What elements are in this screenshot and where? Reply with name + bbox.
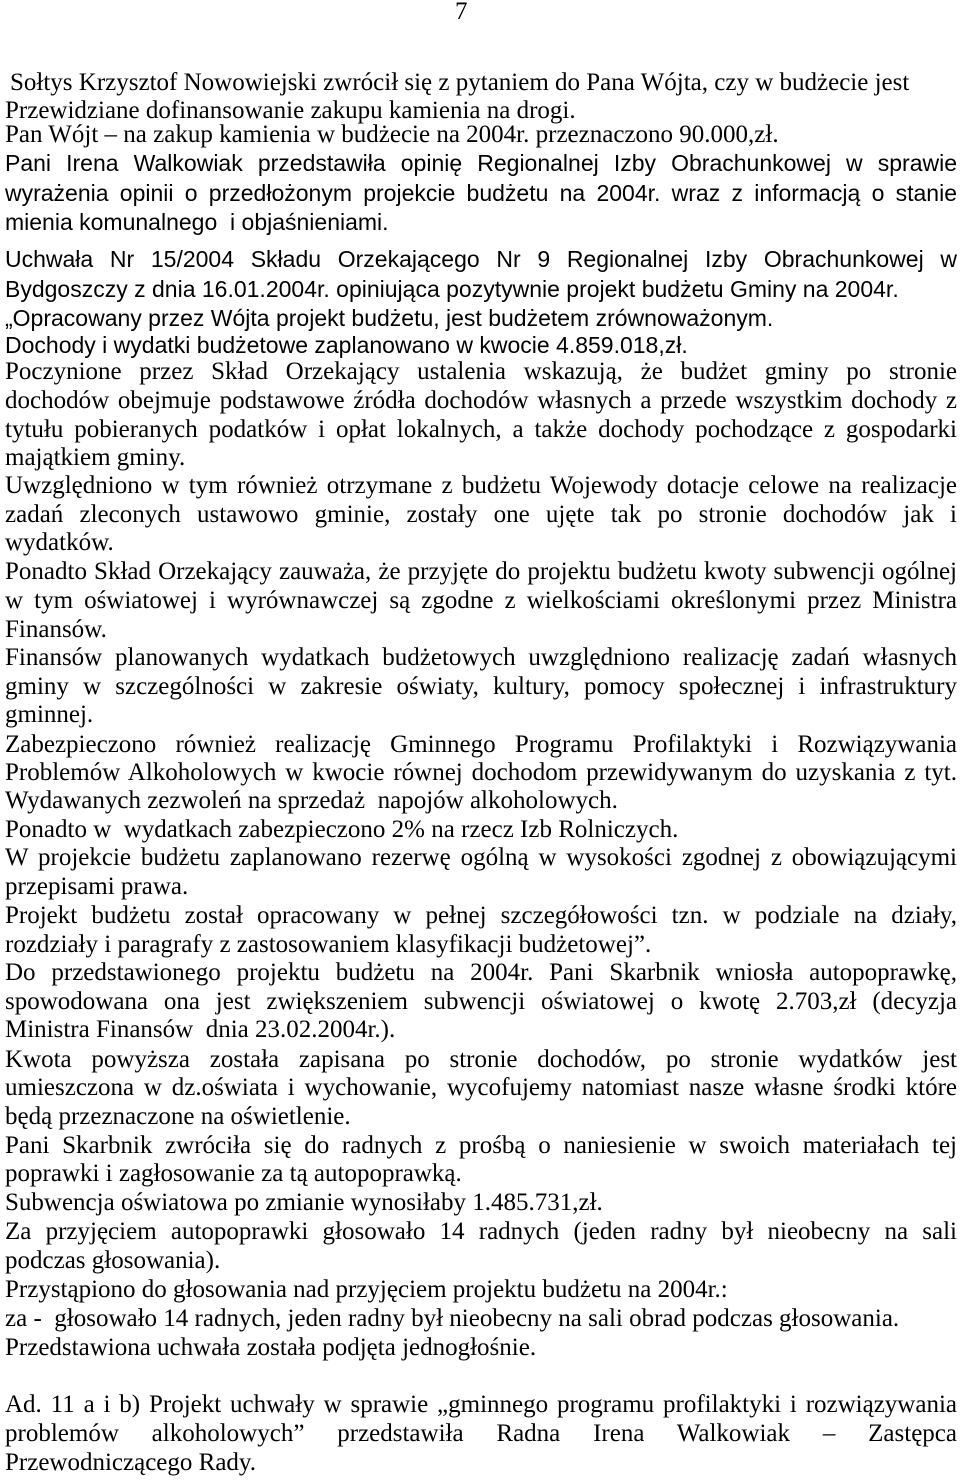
text-line: Przewodniczącego Rady. <box>5 1449 257 1476</box>
text-line: Pani Irena Walkowiak przedstawiła opinię Regionalnej Izby Obrachunkowej w sprawie <box>5 150 957 176</box>
text-line: Sołtys Krzysztof Nowowiejski zwrócił się z pytaniem do Pana Wójta, czy w budżecie jest <box>10 69 910 96</box>
text-line: Do przedstawionego projektu budżetu na 2004r. Pani Skarbnik wniosła autopoprawkę, <box>5 959 957 986</box>
text-line: za - głosowało 14 radnych, jeden radny był nieobecny na sali obrad podczas głosowania. <box>5 1305 900 1332</box>
text-line: Problemów Alkoholowych w kwocie równej dochodom przewidywanym do uzyskania z tyt. <box>5 759 957 786</box>
text-line: poprawki i zagłosowanie za tą autopoprawką. <box>5 1160 462 1187</box>
text-line: Bydgoszczy z dnia 16.01.2004r. opiniująca pozytywnie projekt budżetu Gminy na 2004r. <box>5 276 899 302</box>
text-line: dochodów obejmuje podstawowe źródła dochodów własnych a przede wszystkim dochody z <box>5 387 957 414</box>
text-line: gminy w szczególności w zakresie oświaty, kultury, pomocy społecznej i infrastruktury <box>5 673 957 700</box>
text-line: tytułu pobieranych podatków i opłat lokalnych, a także dochody pochodzące z gospodarki <box>5 416 957 443</box>
text-line: „Opracowany przez Wójta projekt budżetu, jest budżetem zrównoważonym. <box>5 305 774 331</box>
text-line: problemów alkoholowych” przedstawiła Radna Irena Walkowiak – Zastępca <box>5 1420 957 1447</box>
text-line: Poczynione przez Skład Orzekający ustalenia wskazują, że budżet gminy po stronie <box>5 358 957 385</box>
text-line: Finansów. <box>5 616 107 643</box>
text-line: wyrażenia opinii o przedłożonym projekcie budżetu na 2004r. wraz z informacją o stanie <box>5 180 957 206</box>
text-line: mienia komunalnego i objaśnieniami. <box>5 209 389 235</box>
text-line: Zabezpieczono również realizację Gminnego Programu Profilaktyki i Rozwiązywania <box>5 731 957 758</box>
text-line: Ponadto w wydatkach zabezpieczono 2% na rzecz Izb Rolniczych. <box>5 816 679 843</box>
text-line: Pan Wójt – na zakup kamienia w budżecie na 2004r. przeznaczono 90.000,zł. <box>5 121 779 148</box>
text-line: majątkiem gminy. <box>5 444 186 471</box>
text-line: będą przeznaczone na oświetlenie. <box>5 1103 351 1130</box>
text-line: Ministra Finansów dnia 23.02.2004r.). <box>5 1016 396 1043</box>
text-line: gminnej. <box>5 701 94 728</box>
text-line: podczas głosowania). <box>5 1247 221 1274</box>
text-line: umieszczona w dz.oświata i wychowanie, wycofujemy natomiast nasze własne środki które <box>5 1074 957 1101</box>
text-line: Kwota powyższa została zapisana po stronie dochodów, po stronie wydatków jest <box>5 1046 957 1073</box>
text-line: Subwencja oświatowa po zmianie wynosiłaby 1.485.731,zł. <box>5 1189 603 1216</box>
text-line: Ponadto Skład Orzekający zauważa, że przyjęte do projektu budżetu kwoty subwencji ogólnej <box>5 558 957 585</box>
text-line: Przedstawiona uchwała została podjęta jednogłośnie. <box>5 1334 537 1361</box>
page-number: 7 <box>455 0 468 25</box>
text-line: Uchwała Nr 15/2004 Składu Orzekającego Nr 9 Regionalnej Izby Obrachunkowej w <box>5 246 957 272</box>
text-line: Wydawanych zezwoleń na sprzedaż napojów alkoholowych. <box>5 787 618 814</box>
text-line: w tym oświatowej i wyrównawczej są zgodne z wielkościami określonymi przez Ministra <box>5 587 957 614</box>
text-line: Ad. 11 a i b) Projekt uchwały w sprawie „gminnego programu profilaktyki i rozwiązywania <box>5 1391 957 1418</box>
text-line: Finansów planowanych wydatkach budżetowych uwzględniono realizację zadań własnych <box>5 644 957 671</box>
text-line: Za przyjęciem autopoprawki głosowało 14 radnych (jeden radny był nieobecny na sali <box>5 1218 957 1245</box>
text-line: Pani Skarbnik zwróciła się do radnych z prośbą o naniesienie w swoich materiałach tej <box>5 1132 957 1159</box>
text-line: zadań zleconych ustawowo gminie, zostały one ujęte tak po stronie dochodów jak i <box>5 501 957 528</box>
text-line: Dochody i wydatki budżetowe zaplanowano w kwocie 4.859.018,zł. <box>5 332 688 358</box>
text-line: W projekcie budżetu zaplanowano rezerwę ogólną w wysokości zgodnej z obowiązującymi <box>5 844 957 871</box>
text-line: Projekt budżetu został opracowany w pełnej szczegółowości tzn. w podziale na działy, <box>5 902 957 929</box>
text-line: Przewidziane dofinansowanie zakupu kamienia na drogi. <box>5 97 576 124</box>
text-line: przepisami prawa. <box>5 873 189 900</box>
text-line: Przystąpiono do głosowania nad przyjęciem projektu budżetu na 2004r.: <box>5 1276 728 1303</box>
text-line: Uwzględniono w tym również otrzymane z budżetu Wojewody dotacje celowe na realizacje <box>5 472 957 499</box>
text-line: spowodowana ona jest zwiększeniem subwencji oświatowej o kwotę 2.703,zł (decyzja <box>5 988 957 1015</box>
text-line: rozdziały i paragrafy z zastosowaniem klasyfikacji budżetowej”. <box>5 931 652 958</box>
text-line: wydatków. <box>5 529 114 556</box>
